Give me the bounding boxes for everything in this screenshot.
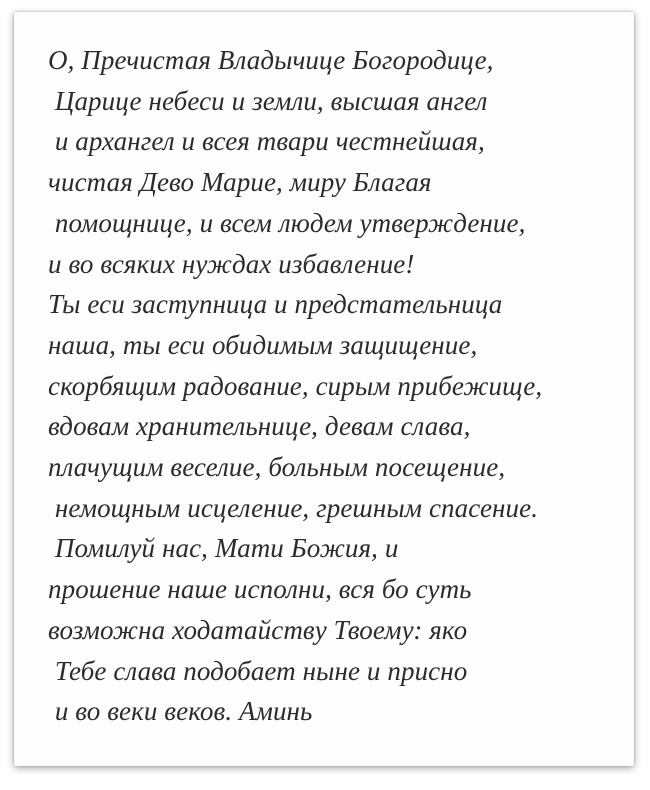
prayer-line: помощнице, и всем людем утверждение, (48, 207, 526, 238)
prayer-line: Помилуй нас, Мати Божия, и (48, 533, 399, 564)
prayer-line: немощным исцеление, грешным спасение. (48, 492, 539, 523)
prayer-line: Ты еси заступница и предстательница (48, 289, 503, 320)
prayer-line: плачущим веселие, больным посещение, (48, 452, 506, 483)
prayer-line: и во всяких нуждах избавление! (48, 248, 415, 279)
prayer-line: Царице небеси и земли, высшая ангел (48, 85, 488, 116)
prayer-line: и во веки веков. Аминь (48, 696, 313, 727)
prayer-line: О, Пречистая Владычице Богородице, (48, 45, 494, 75)
prayer-line: возможна ходатайству Твоему: яко (48, 614, 468, 645)
prayer-line: вдовам хранительнице, девам слава, (48, 411, 471, 442)
prayer-line: скорбящим радование, сирым прибежище, (48, 370, 543, 401)
prayer-line: прошение наше исполни, вся бо суть (48, 574, 472, 605)
prayer-line: наша, ты еси обидимым защищение, (48, 329, 478, 360)
prayer-text (48, 40, 542, 732)
prayer-line: Тебе слава подобает ныне и присно (48, 655, 468, 686)
prayer-line: и архангел и всея твари честнейшая, (48, 126, 485, 157)
prayer-line: чистая Дево Марие, миру Благая (48, 167, 432, 198)
